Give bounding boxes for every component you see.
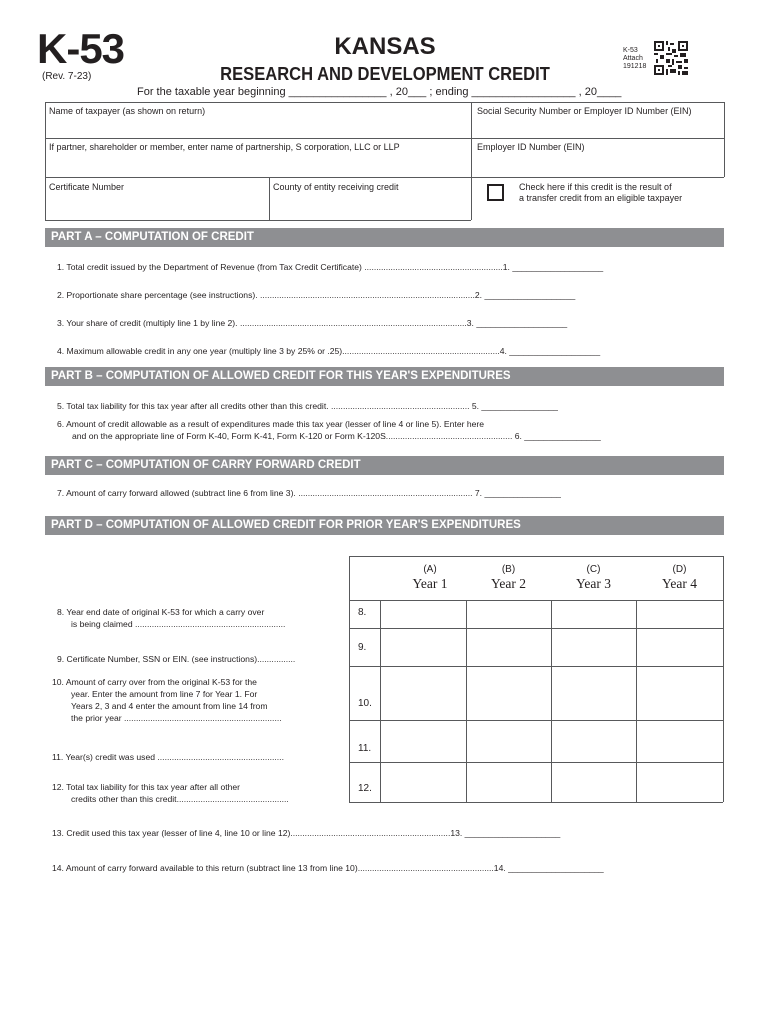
row-12-year-1-cell[interactable] [381, 763, 466, 802]
row-12-year-2-cell[interactable] [467, 763, 551, 802]
tax-year-line[interactable]: For the taxable year beginning ________________ , 20___ ; ending _________________ , 20____ [137, 86, 622, 98]
transfer-credit-checkbox[interactable] [487, 184, 504, 201]
partnership-name-field[interactable]: If partner, shareholder or member, enter name of partnership, S corporation, LLC or LLP [49, 142, 400, 152]
partnership-ein-field[interactable]: Employer ID Number (EIN) [477, 142, 585, 152]
row-10-year-4-cell[interactable] [637, 667, 723, 720]
row-9-year-3-cell[interactable] [552, 629, 636, 666]
row-8-year-3-cell[interactable] [552, 601, 636, 628]
certificate-number-field[interactable]: Certificate Number [49, 182, 125, 192]
ssn-ein-field[interactable]: Social Security Number or Employer ID Number (EIN) [477, 106, 692, 116]
row-11-year-2-cell[interactable] [467, 721, 551, 762]
column-a-header: (A) Year 1 [412, 564, 448, 591]
line-2[interactable]: 2. Proportionate share percentage (see instructions). ..........................................................................................2. ___________________ [57, 290, 576, 300]
grid-line [349, 556, 350, 802]
form-number: K-53 [37, 25, 125, 72]
row-12-year-4-cell[interactable] [637, 763, 723, 802]
row-8-year-2-cell[interactable] [467, 601, 551, 628]
grid-line [349, 802, 723, 803]
part-a-header: PART A – COMPUTATION OF CREDIT [45, 228, 724, 247]
divider [269, 177, 270, 220]
divider [45, 102, 724, 103]
grid-line [723, 556, 724, 802]
row-11-year-4-cell[interactable] [637, 721, 723, 762]
divider [45, 177, 724, 178]
divider [45, 220, 471, 221]
row-12-label: 12. Total tax liability for this tax year after all other credits other than this credit............................................... [52, 782, 289, 804]
row-9-label: 9. Certificate Number, SSN or EIN. (see instructions)................ [57, 654, 296, 664]
row-9-year-2-cell[interactable] [467, 629, 551, 666]
row-12-year-3-cell[interactable] [552, 763, 636, 802]
divider [724, 102, 725, 177]
line-5[interactable]: 5. Total tax liability for this tax year after all credits other than this credit. .......................................................... 5. ________________ [57, 401, 558, 411]
row-9-year-1-cell[interactable] [381, 629, 466, 666]
line-6-description: 6. Amount of credit allowable as a result of expenditures made this tax year (lesser of line 4 or line 5). Enter here [57, 419, 485, 429]
row-9-year-4-cell[interactable] [637, 629, 723, 666]
row-11-year-3-cell[interactable] [552, 721, 636, 762]
line-13[interactable]: 13. Credit used this tax year (lesser of line 4, line 10 or line 12)...................................................................13. ____________________ [52, 828, 561, 838]
row-8-year-4-cell[interactable] [637, 601, 723, 628]
part-c-header: PART C – COMPUTATION OF CARRY FORWARD CREDIT [45, 456, 724, 475]
row-10-year-2-cell[interactable] [467, 667, 551, 720]
row-10-label: 10. Amount of carry over from the original K-53 for the year. Enter the amount from line 7 for Year 1. For Years 2, 3 and 4 enter the amount from line 14 from the prior year .................................................................. [52, 677, 282, 723]
row-8-label: 8. Year end date of original K-53 for which a carry over is being claimed ............................................................... [57, 607, 286, 629]
qr-code-icon [654, 41, 688, 75]
line-1[interactable]: 1. Total credit issued by the Department of Revenue (from Tax Credit Certificate) ..........................................................1. ___________________ [57, 262, 604, 272]
row-11-label: 11. Year(s) credit was used ..................................................... [52, 752, 284, 762]
transfer-credit-label: Check here if this credit is the result of a transfer credit from an eligible taxpayer [519, 182, 683, 203]
line-3[interactable]: 3. Your share of credit (multiply line 1 by line 2). ...............................................................................................3. ___________________ [57, 318, 568, 328]
county-field[interactable]: County of entity receiving credit [273, 182, 399, 192]
row-12-number: 12. [358, 783, 372, 794]
line-4[interactable]: 4. Maximum allowable credit in any one year (multiply line 3 by 25% or .25)..................................................................4. ___________________ [57, 346, 601, 356]
row-8-number: 8. [358, 607, 367, 618]
divider [45, 102, 46, 220]
row-11-number: 11. [358, 743, 372, 754]
part-b-header: PART B – COMPUTATION OF ALLOWED CREDIT FOR THIS YEAR'S EXPENDITURES [45, 367, 724, 386]
row-11-year-1-cell[interactable] [381, 721, 466, 762]
column-b-header: (B) Year 2 [490, 564, 526, 591]
grid-line [349, 556, 723, 557]
row-9-number: 9. [358, 642, 367, 653]
state-title: KANSAS [334, 33, 436, 60]
column-d-header: (D) Year 4 [661, 564, 697, 591]
column-c-header: (C) Year 3 [575, 564, 611, 591]
divider [471, 102, 472, 220]
attachment-sequence: K-53 Attach 191218 [623, 47, 647, 70]
row-8-year-1-cell[interactable] [381, 601, 466, 628]
line-7[interactable]: 7. Amount of carry forward allowed (subtract line 6 from line 3). ......................................................................... 7. ________________ [57, 488, 561, 498]
taxpayer-name-field[interactable]: Name of taxpayer (as shown on return) [49, 106, 206, 116]
row-10-year-3-cell[interactable] [552, 667, 636, 720]
divider [45, 138, 724, 139]
row-10-year-1-cell[interactable] [381, 667, 466, 720]
part-d-header: PART D – COMPUTATION OF ALLOWED CREDIT FOR PRIOR YEAR'S EXPENDITURES [45, 516, 724, 535]
line-14[interactable]: 14. Amount of carry forward available to this return (subtract line 13 from line 10).........................................................14. ____________________ [52, 863, 604, 873]
line-6[interactable]: and on the appropriate line of Form K-40, Form K-41, Form K-120 or Form K-120S..................................................... 6. ________________ [72, 431, 601, 441]
form-title: RESEARCH AND DEVELOPMENT CREDIT [220, 64, 550, 84]
row-10-number: 10. [358, 698, 372, 709]
form-revision: (Rev. 7-23) [42, 71, 92, 82]
